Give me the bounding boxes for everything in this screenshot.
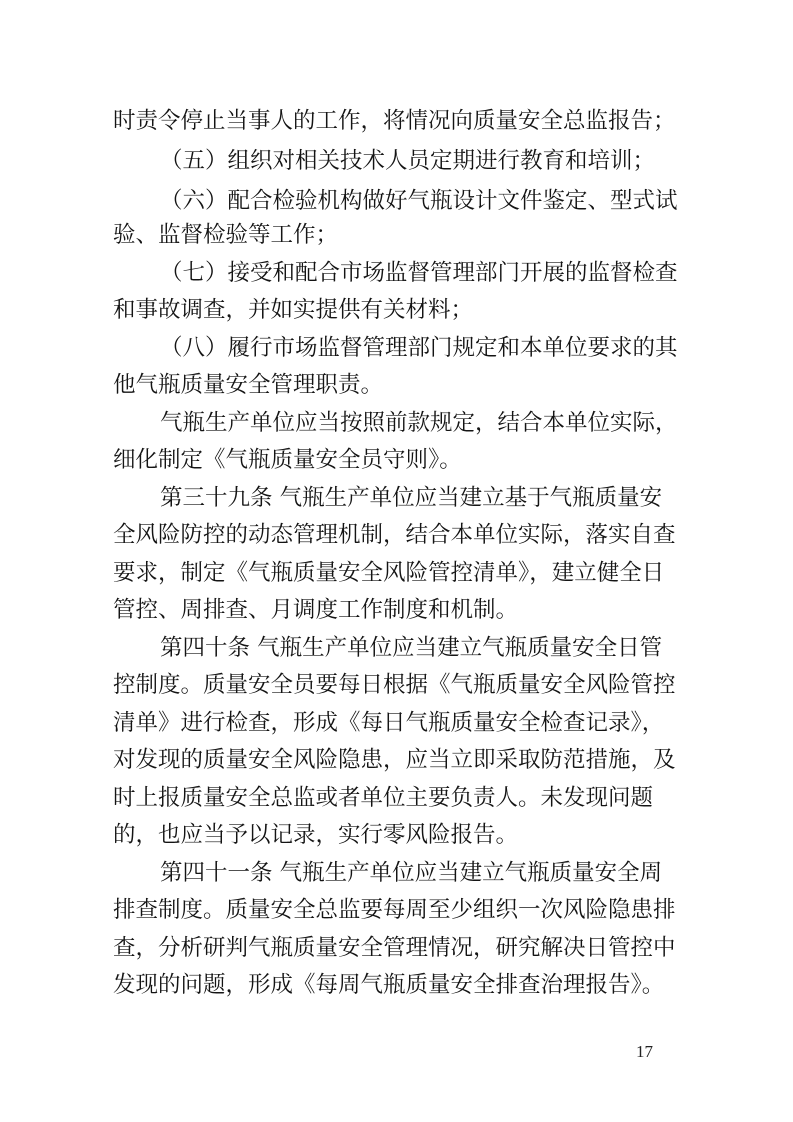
text-line: 发现的问题，形成《每周气瓶质量安全排查治理报告》。	[113, 972, 665, 998]
text-line: 管控、周排查、月调度工作制度和机制。	[113, 597, 519, 623]
text-line: 全风险防控的动态管理机制，结合本单位实际，落实自查	[113, 522, 676, 548]
text-line: 第四十一条 气瓶生产单位应当建立气瓶质量安全周	[160, 860, 663, 886]
text-line: 时责令停止当事人的工作，将情况向质量安全总监报告；	[113, 108, 676, 134]
text-line: 查，分析研判气瓶质量安全管理情况，研究解决日管控中	[113, 935, 676, 961]
text-line: 验、监督检验等工作；	[113, 222, 339, 248]
text-line: 第四十条 气瓶生产单位应当建立气瓶质量安全日管	[160, 635, 663, 661]
text-line: （八）履行市场监督管理部门规定和本单位要求的其	[160, 335, 678, 361]
text-line: 细化制定《气瓶质量安全员守则》。	[113, 447, 462, 473]
text-line: （六）配合检验机构做好气瓶设计文件鉴定、型式试	[160, 188, 678, 214]
text-line: 对发现的质量安全风险隐患，应当立即采取防范措施，及	[113, 747, 676, 773]
text-line: 要求，制定《气瓶质量安全风险管控清单》，建立健全日	[113, 560, 665, 586]
text-line: 第三十九条 气瓶生产单位应当建立基于气瓶质量安	[160, 485, 663, 511]
text-line: 气瓶生产单位应当按照前款规定，结合本单位实际，	[160, 410, 678, 436]
text-line: 和事故调查，并如实提供有关材料；	[113, 297, 474, 323]
text-line: （五）组织对相关技术人员定期进行教育和培训；	[160, 148, 656, 174]
page-number: 17	[636, 1042, 653, 1061]
text-line: 清单》进行检查，形成《每日气瓶质量安全检查记录》，	[113, 710, 665, 736]
text-line: 他气瓶质量安全管理职责。	[113, 372, 384, 398]
text-line: 的，也应当予以记录，实行零风险报告。	[113, 822, 519, 848]
text-line: 排查制度。质量安全总监要每周至少组织一次风险隐患排	[113, 897, 676, 923]
text-line: 控制度。质量安全员要每日根据《气瓶质量安全风险管控	[113, 672, 676, 698]
text-line: 时上报质量安全总监或者单位主要负责人。未发现问题	[113, 785, 654, 811]
text-line: （七）接受和配合市场监督管理部门开展的监督检查	[160, 260, 678, 286]
